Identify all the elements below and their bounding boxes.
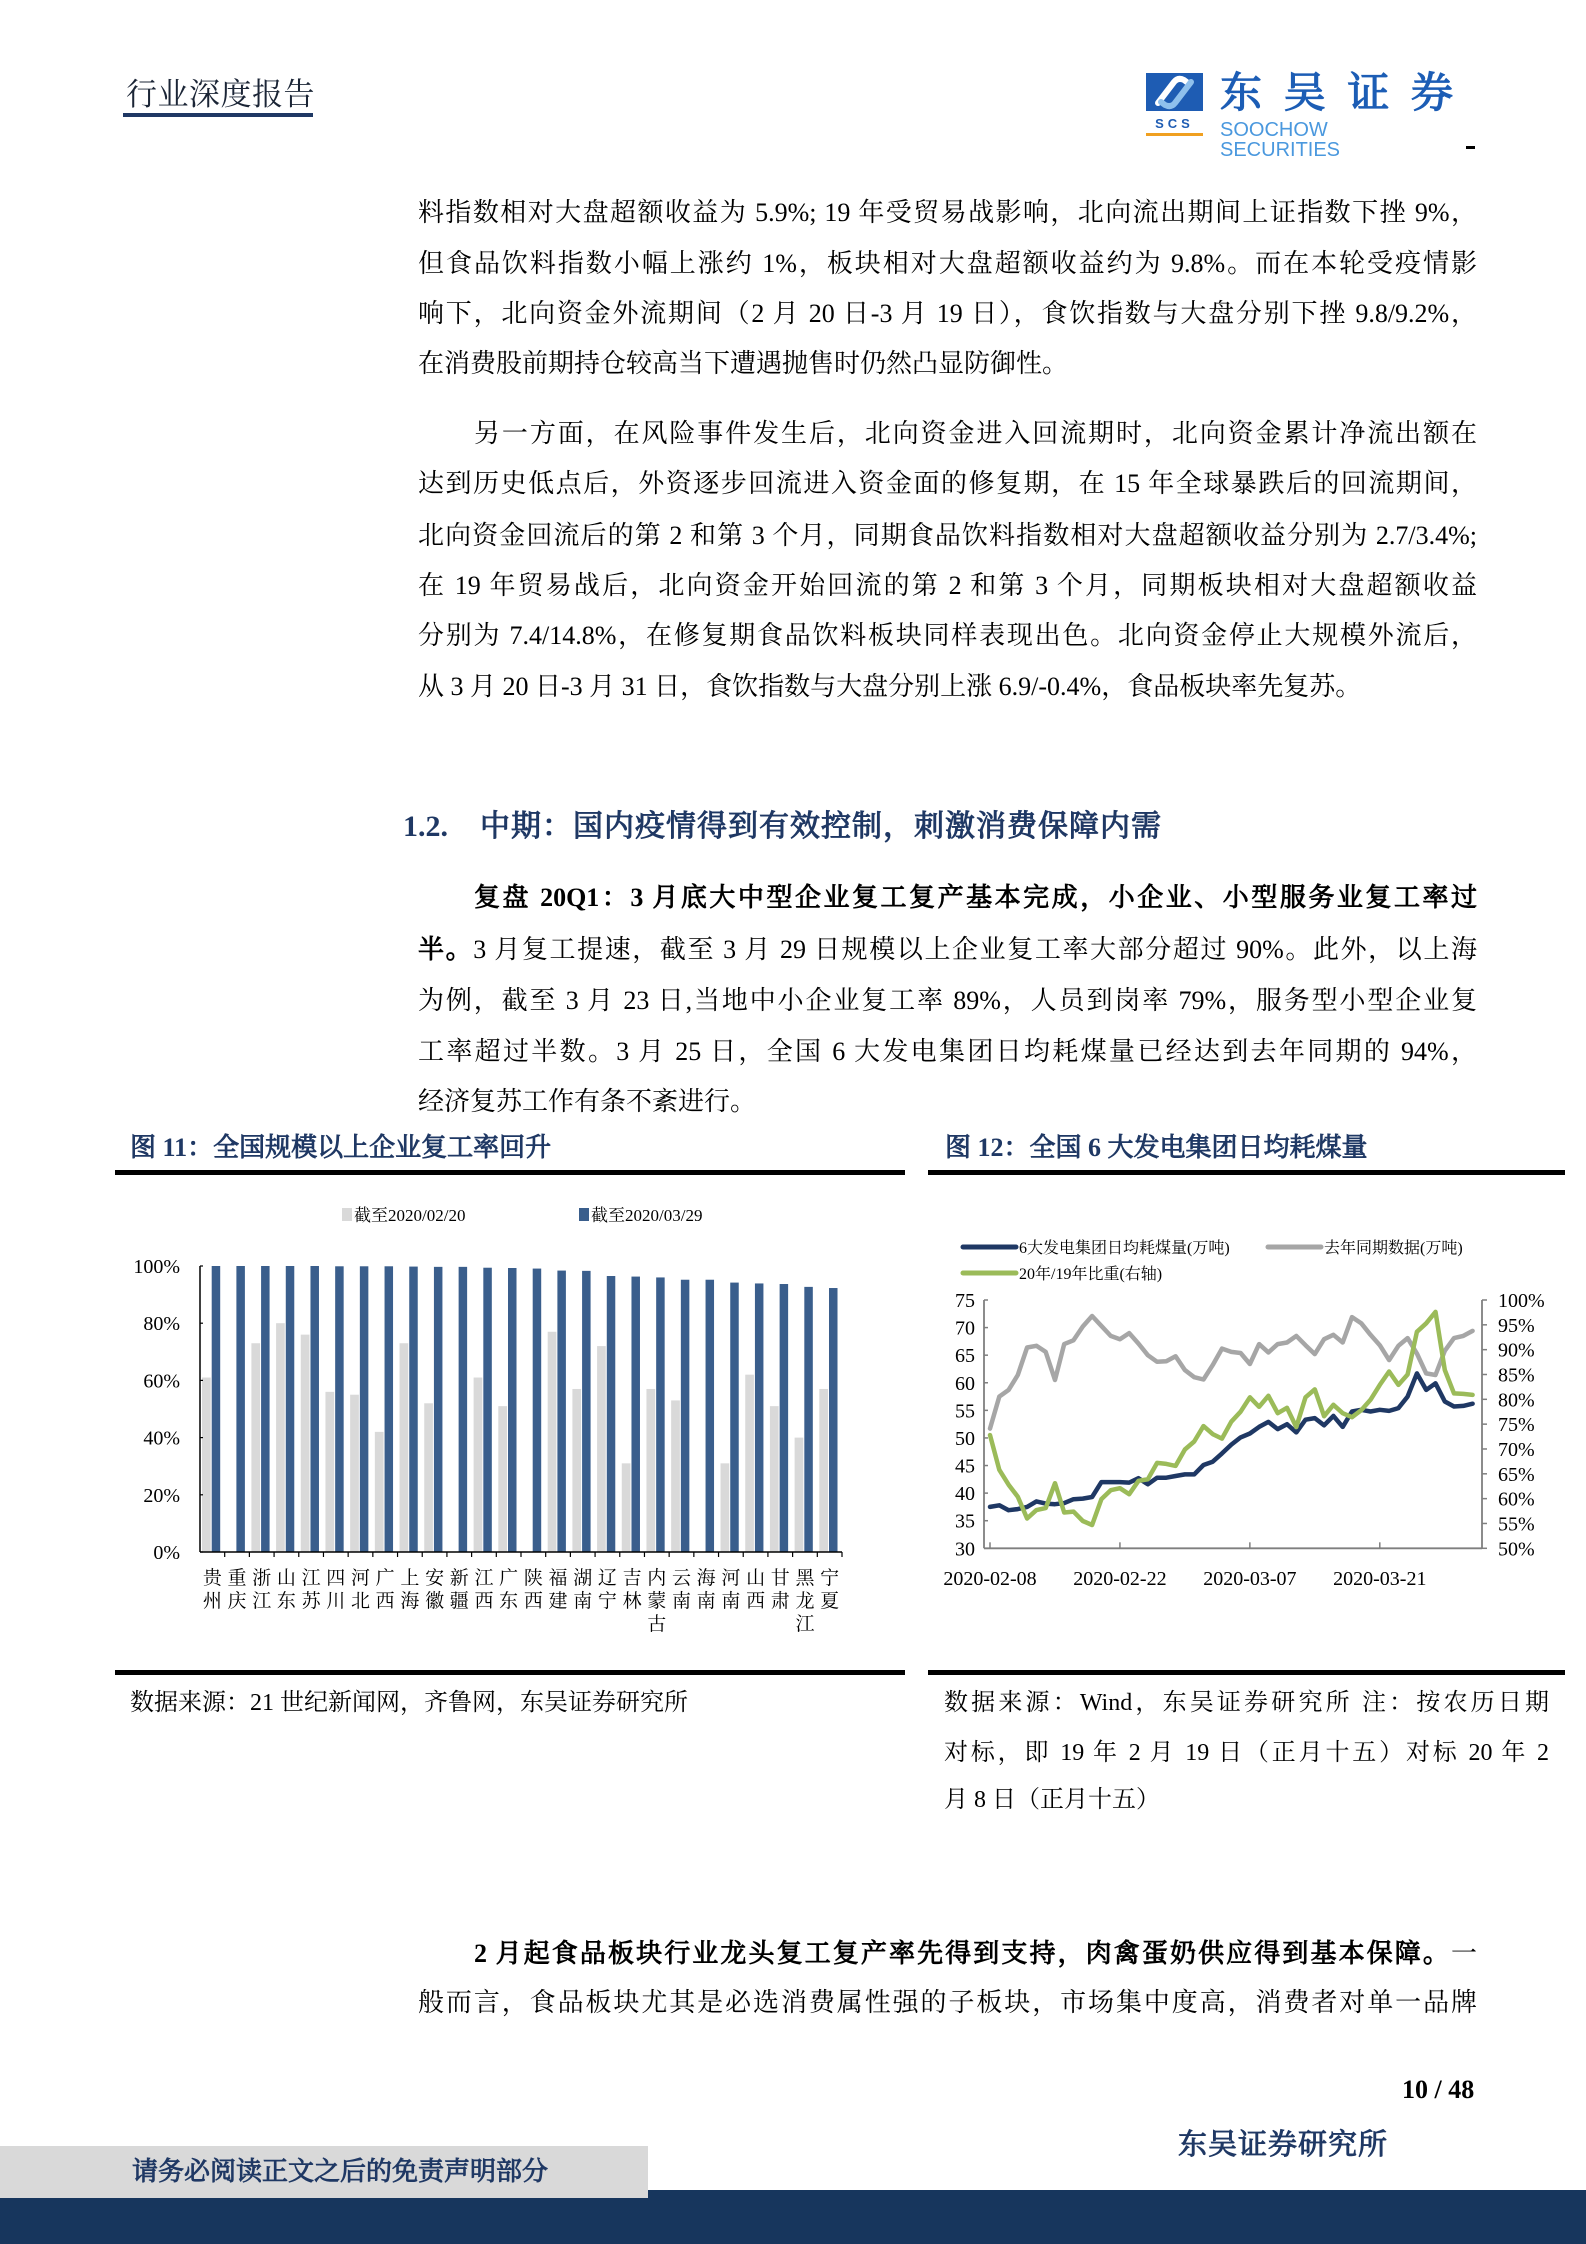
x-axis-label: 苏 <box>301 1591 321 1612</box>
paragraph-4-lead-bold: 2 月起食品板块行业龙头复工复产率先得到支持，肉禽蛋奶供应得到基本保障。 <box>474 1939 1451 1968</box>
header-underline <box>123 113 313 117</box>
paragraph-3-line: 工率超过半数。3 月 25 日，全国 6 大发电集团日均耗煤量已经达到去年同期的 94%， <box>418 1037 1477 1066</box>
x-axis-label: 江 <box>474 1568 494 1589</box>
paragraph-4-text: 一 <box>1450 1939 1477 1968</box>
x-axis-label: 蒙 <box>647 1591 667 1612</box>
bar-group <box>795 1287 813 1552</box>
paragraph-2-line: 在 19 年贸易战后，北向资金开始回流的第 2 和第 3 个月，同期板块相对大盘超额收益 <box>418 571 1477 600</box>
x-axis-label: 疆 <box>449 1591 469 1612</box>
legend-swatch-series-1 <box>342 1208 352 1221</box>
bar-group <box>325 1266 343 1552</box>
right-y-axis-label: 70% <box>1498 1438 1535 1461</box>
legend-label: 去年同期数据(万吨) <box>1324 1240 1463 1257</box>
x-axis-label: 南 <box>721 1591 741 1612</box>
x-axis-label: 山 <box>746 1568 766 1589</box>
x-axis-label: 辽 <box>597 1568 617 1589</box>
y-axis-label: 40% <box>143 1427 180 1450</box>
logo-abbr: SCS <box>1155 116 1194 131</box>
paragraph-4-line <box>474 1929 1477 1979</box>
bar-0329 <box>730 1283 739 1552</box>
x-axis-label: 山 <box>276 1568 296 1589</box>
x-axis-label: 2020-02-22 <box>1073 1568 1167 1590</box>
bar-0220 <box>721 1463 730 1552</box>
left-y-axis-label: 75 <box>955 1290 975 1312</box>
paragraph-2-line: 另一方面，在风险事件发生后，北向资金进入回流期时，北向资金累计净流出额在 <box>474 419 1477 448</box>
x-axis-label: 肃 <box>770 1591 790 1612</box>
bar-group <box>646 1277 664 1552</box>
bar-group <box>498 1268 516 1552</box>
bar-0220 <box>474 1378 483 1552</box>
bar-0329 <box>607 1276 616 1552</box>
legend-label: 6大发电集团日均耗煤量(万吨) <box>1019 1240 1230 1257</box>
bar-0220 <box>622 1463 631 1552</box>
figure-12-top-rule <box>928 1170 1565 1175</box>
x-axis-label: 广 <box>375 1568 395 1589</box>
x-axis-label: 南 <box>696 1591 716 1612</box>
x-axis-label: 湖 <box>573 1568 593 1589</box>
bar-group <box>375 1266 393 1552</box>
x-axis-label: 南 <box>573 1591 593 1612</box>
bar-0220 <box>597 1346 606 1552</box>
bar-0329 <box>212 1266 221 1552</box>
bar-0220 <box>498 1406 507 1552</box>
page-number: 10 / 48 <box>1402 2075 1475 2104</box>
paragraph-2-line: 分别为 7.4/14.8%，在修复期食品饮料板块同样表现出色。北向资金停止大规模外流后， <box>418 621 1477 650</box>
bar-0220 <box>301 1335 310 1552</box>
bar-0329 <box>434 1267 443 1552</box>
bar-0329 <box>261 1266 270 1552</box>
bar-group <box>548 1271 566 1552</box>
section-title: 中期：国内疫情得到有效控制，刺激消费保障内需 <box>480 810 1162 843</box>
paragraph-1-line: 但食品饮料指数小幅上涨约 1%，板块相对大盘超额收益约为 9.8%。而在本轮受疫情影 <box>418 249 1477 278</box>
figure-11-source: 数据来源：21 世纪新闻网，齐鲁网，东吴证券研究所 <box>130 1690 688 1716</box>
footer-band <box>0 2190 1586 2244</box>
bar-0329 <box>582 1271 591 1552</box>
bar-0220 <box>424 1403 433 1552</box>
bar-group <box>572 1271 590 1552</box>
x-axis-label: 西 <box>746 1591 766 1612</box>
bar-0329 <box>360 1266 369 1552</box>
x-axis-label: 川 <box>326 1591 346 1612</box>
right-y-axis-label: 75% <box>1498 1414 1535 1437</box>
x-axis-label: 江 <box>252 1591 272 1612</box>
legend-label: 20年/19年比重(右轴) <box>1019 1266 1163 1283</box>
bar-0220 <box>276 1323 285 1552</box>
right-y-axis-label: 80% <box>1498 1389 1535 1412</box>
bar-group <box>301 1266 319 1552</box>
footer-disclaimer: 请务必阅读正文之后的免责声明部分 <box>132 2157 549 2186</box>
logo-chain-icon <box>1146 73 1203 111</box>
x-axis-label: 东 <box>276 1591 296 1612</box>
x-axis-label: 广 <box>499 1568 519 1589</box>
x-axis-label: 2020-02-08 <box>943 1568 1037 1590</box>
bar-0329 <box>829 1288 838 1552</box>
bar-0329 <box>409 1267 418 1552</box>
bar-0329 <box>533 1269 542 1552</box>
bar-0220 <box>572 1389 581 1552</box>
left-y-axis-label: 65 <box>955 1345 975 1368</box>
x-axis-label: 重 <box>227 1568 247 1589</box>
right-y-axis-label: 100% <box>1498 1290 1545 1312</box>
bar-0329 <box>755 1283 764 1552</box>
report-type-label: 行业深度报告 <box>126 77 315 112</box>
bar-group <box>350 1266 368 1552</box>
x-axis-label: 西 <box>523 1591 543 1612</box>
x-axis-label: 吉 <box>622 1568 642 1589</box>
bar-0329 <box>780 1284 789 1552</box>
left-y-axis-label: 60 <box>955 1372 975 1395</box>
x-axis-label: 河 <box>721 1568 741 1589</box>
bar-0220 <box>350 1395 359 1552</box>
figure-11-top-rule <box>115 1170 905 1175</box>
bar-0220 <box>646 1389 655 1552</box>
bar-group <box>424 1267 442 1552</box>
bar-group <box>706 1280 715 1552</box>
footer-organization: 东吴证券研究所 <box>1178 2129 1389 2161</box>
logo-name-en: SOOCHOW SECURITIES <box>1220 119 1341 161</box>
right-y-axis-label: 95% <box>1498 1314 1535 1337</box>
paragraph-3-line <box>418 925 1477 975</box>
logo-orange-bar <box>1146 133 1203 136</box>
x-axis-label: 河 <box>350 1568 371 1589</box>
bar-group <box>622 1277 640 1552</box>
bar-0220 <box>819 1389 828 1552</box>
x-axis-label: 内 <box>647 1568 667 1589</box>
figure-12-line-chart <box>930 1180 1566 1660</box>
figure-11-title: 图 11：全国规模以上企业复工率回升 <box>130 1133 552 1162</box>
bar-group <box>202 1266 220 1552</box>
paragraph-3-line: 经济复苏工作有条不紊进行。 <box>418 1087 757 1116</box>
bar-group <box>236 1266 245 1552</box>
x-axis-label: 江 <box>795 1614 815 1635</box>
x-axis-label: 建 <box>548 1591 568 1612</box>
x-axis-label: 州 <box>202 1591 222 1612</box>
x-axis-label: 黑 <box>795 1568 815 1589</box>
paragraph-3-line <box>474 873 1477 923</box>
bar-0220 <box>251 1343 260 1552</box>
bar-group <box>721 1283 739 1552</box>
x-axis-label: 龙 <box>795 1591 815 1612</box>
y-axis-label: 20% <box>143 1484 180 1507</box>
x-axis-label: 古 <box>647 1614 667 1635</box>
right-y-axis-label: 50% <box>1498 1538 1535 1561</box>
bar-0329 <box>310 1266 319 1552</box>
x-axis-label: 夏 <box>820 1591 840 1612</box>
left-y-axis-label: 30 <box>955 1538 975 1561</box>
bar-0329 <box>681 1280 690 1552</box>
bar-group <box>819 1288 837 1552</box>
x-axis-label: 林 <box>622 1591 642 1612</box>
right-y-axis-label: 55% <box>1498 1513 1535 1536</box>
right-y-axis-label: 65% <box>1498 1463 1535 1486</box>
x-axis-label: 陕 <box>523 1568 543 1589</box>
figure-12-source-line: 数据来源：Wind，东吴证券研究所 注：按农历日期 <box>944 1690 1549 1716</box>
bar-group <box>597 1276 615 1552</box>
logo-name-cn: 东吴证券 <box>1220 68 1453 117</box>
right-y-axis-label: 85% <box>1498 1364 1535 1387</box>
bar-0220 <box>548 1332 557 1552</box>
bar-group <box>459 1267 468 1552</box>
bar-0220 <box>770 1406 779 1552</box>
figure-12-source-line: 月 8 日（正月十五） <box>944 1787 1160 1813</box>
right-y-axis-label: 90% <box>1498 1339 1535 1362</box>
right-y-axis-label: 60% <box>1498 1488 1535 1511</box>
paragraph-3-lead-bold-end: 半。 <box>418 935 474 964</box>
x-axis-label: 上 <box>400 1568 420 1589</box>
figure-11-bottom-rule <box>115 1670 905 1675</box>
figure-11-bar-chart <box>115 1180 905 1660</box>
bar-group <box>745 1283 763 1552</box>
bar-0220 <box>375 1432 384 1552</box>
legend-swatch-series-2 <box>579 1208 589 1221</box>
bar-0220 <box>745 1375 754 1552</box>
paragraph-2-line: 从 3 月 20 日-3 月 31 日，食饮指数与大盘分别上涨 6.9/-0.4%，食品板块率先复苏。 <box>418 672 1362 701</box>
paragraph-3-text: 3 月复工提速，截至 3 月 29 日规模以上企业复工率大部分超过 90%。此外，以上海 <box>473 935 1477 964</box>
bar-group <box>400 1267 418 1552</box>
x-axis-label: 东 <box>499 1591 519 1612</box>
left-y-axis-label: 55 <box>955 1400 975 1423</box>
x-axis-label: 宁 <box>597 1591 617 1612</box>
bar-0329 <box>706 1280 715 1552</box>
x-axis-label: 甘 <box>770 1568 790 1589</box>
x-axis-label: 西 <box>375 1591 395 1612</box>
x-axis-label: 2020-03-21 <box>1333 1568 1427 1590</box>
bar-group <box>251 1266 269 1552</box>
paragraph-3-lead-bold: 复盘 20Q1：3 月底大中型企业复工复产基本完成，小企业、小型服务业复工率过 <box>474 883 1477 912</box>
bar-group <box>474 1268 492 1552</box>
bar-0329 <box>385 1266 394 1552</box>
x-axis-label: 宁 <box>820 1568 840 1589</box>
bar-0220 <box>325 1392 334 1552</box>
x-axis-label: 云 <box>671 1568 692 1589</box>
bar-0329 <box>459 1267 468 1552</box>
header-dash <box>1466 146 1475 149</box>
bar-group <box>770 1284 788 1552</box>
x-axis-label: 徽 <box>425 1591 445 1612</box>
x-axis-label: 贵 <box>202 1568 222 1589</box>
bar-group <box>671 1280 689 1552</box>
bar-0329 <box>631 1277 640 1552</box>
x-axis-label: 海 <box>400 1591 420 1612</box>
x-axis-label: 浙 <box>252 1568 272 1589</box>
bar-0329 <box>508 1268 517 1552</box>
left-y-axis-label: 35 <box>955 1510 975 1533</box>
x-axis-label: 四 <box>326 1568 346 1589</box>
bar-group <box>276 1266 294 1552</box>
y-axis-label: 80% <box>143 1313 180 1336</box>
bar-0220 <box>400 1343 409 1552</box>
paragraph-2-line: 达到历史低点后，外资逐步回流进入资金面的修复期，在 15 年全球暴跌后的回流期间， <box>418 469 1477 498</box>
bar-0329 <box>286 1266 295 1552</box>
legend-label-series-1: 截至2020/02/20 <box>354 1206 466 1225</box>
x-axis-label: 安 <box>425 1568 445 1589</box>
x-axis-label: 福 <box>548 1568 568 1589</box>
x-axis-label: 北 <box>350 1591 371 1612</box>
y-axis-label: 60% <box>143 1370 180 1393</box>
left-y-axis-label: 40 <box>955 1483 975 1506</box>
left-y-axis-label: 45 <box>955 1455 975 1478</box>
paragraph-3-line: 为例，截至 3 月 23 日,当地中小企业复工率 89%，人员到岗率 79%，服务型小型企业复 <box>418 986 1477 1015</box>
paragraph-1-line: 料指数相对大盘超额收益为 5.9%; 19 年受贸易战影响，北向流出期间上证指数下挫 9%， <box>418 198 1477 227</box>
x-axis-label: 庆 <box>227 1591 247 1612</box>
left-y-axis-label: 50 <box>955 1427 975 1450</box>
paragraph-2-line: 北向资金回流后的第 2 和第 3 个月，同期食品饮料指数相对大盘超额收益分别为 2.7/3.4%; <box>418 521 1477 550</box>
x-axis-label: 西 <box>474 1591 494 1612</box>
y-axis-label: 0% <box>153 1542 180 1564</box>
bar-0329 <box>804 1287 813 1552</box>
paragraph-4-line: 般而言，食品板块尤其是必选消费属性强的子板块，市场集中度高，消费者对单一品牌 <box>418 1988 1477 2017</box>
bar-group <box>533 1269 542 1552</box>
figure-12-source-line: 对标，即 19 年 2 月 19 日（正月十五）对标 20 年 2 <box>944 1740 1549 1766</box>
x-axis-label: 海 <box>696 1568 716 1589</box>
x-axis-label: 南 <box>671 1591 692 1612</box>
series-line <box>990 1316 1473 1429</box>
y-axis-label: 100% <box>133 1256 180 1278</box>
figure-12-bottom-rule <box>928 1670 1565 1675</box>
bar-0220 <box>795 1438 804 1552</box>
bar-0220 <box>202 1378 211 1552</box>
figure-12-title: 图 12：全国 6 大发电集团日均耗煤量 <box>945 1133 1368 1162</box>
bar-0329 <box>557 1271 566 1552</box>
x-axis-label: 江 <box>301 1568 321 1589</box>
x-axis-label: 2020-03-07 <box>1203 1568 1297 1590</box>
company-logo <box>1146 68 1461 161</box>
paragraph-1-line: 响下，北向资金外流期间（2 月 20 日-3 月 19 日），食饮指数与大盘分别下挫 9.8/9.2%， <box>418 299 1477 328</box>
bar-0220 <box>671 1400 680 1552</box>
paragraph-1-line: 在消费股前期持仓较高当下遭遇抛售时仍然凸显防御性。 <box>418 349 1069 378</box>
section-number: 1.2. <box>403 810 448 843</box>
x-axis-label: 新 <box>449 1568 469 1589</box>
bar-0329 <box>236 1266 245 1552</box>
series-line <box>990 1373 1473 1510</box>
legend-label-series-2: 截至2020/03/29 <box>591 1206 703 1225</box>
left-y-axis-label: 70 <box>955 1317 975 1340</box>
bar-0329 <box>483 1268 492 1552</box>
bar-0329 <box>656 1277 665 1552</box>
bar-0329 <box>335 1266 344 1552</box>
